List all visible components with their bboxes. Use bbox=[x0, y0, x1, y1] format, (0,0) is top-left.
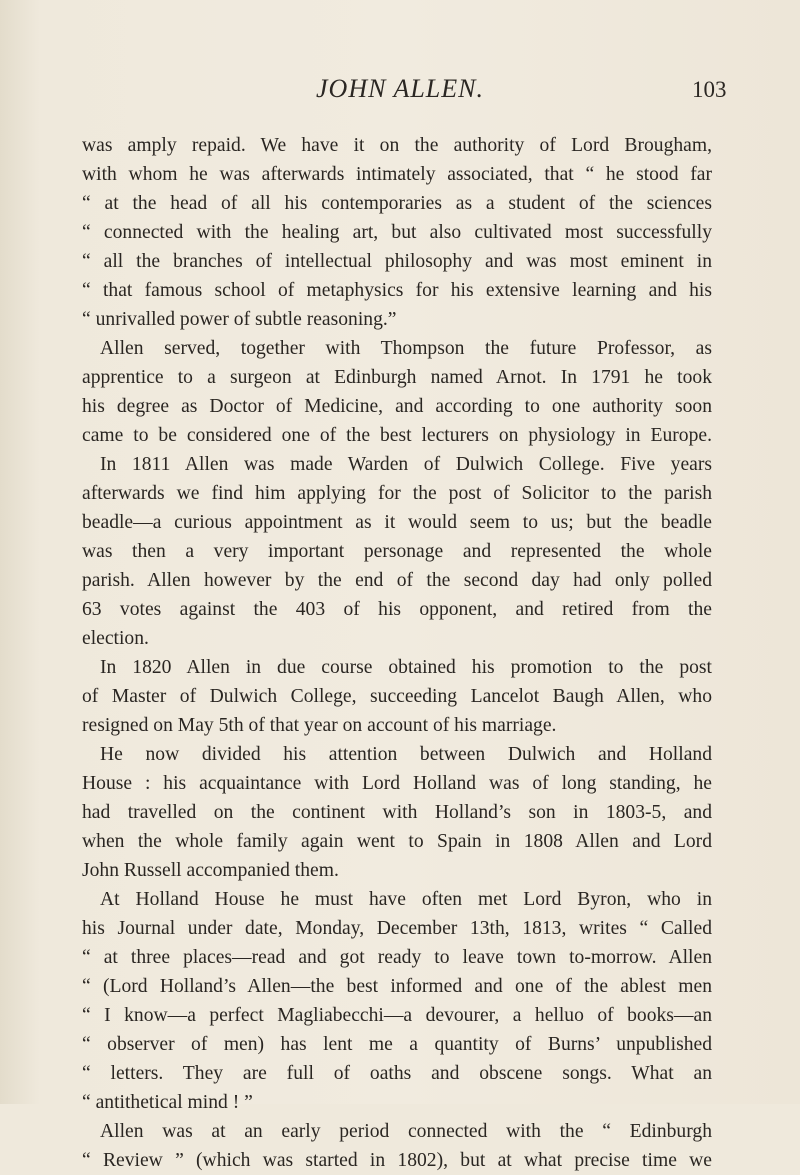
text-line: He now divided his attention between Dulwich and Holland bbox=[100, 744, 712, 765]
page-number: 103 bbox=[692, 77, 727, 102]
text-line: “ Review ” (which was started in 1802), but at what precise time we bbox=[82, 1150, 712, 1171]
text-line: “ I know—a perfect Magliabecchi—a devourer, a helluo of books—an bbox=[82, 1005, 712, 1026]
text-line: In 1811 Allen was made Warden of Dulwich College. Five years bbox=[100, 454, 712, 475]
text-line: of Master of Dulwich College, succeeding Lancelot Baugh Allen, who bbox=[82, 686, 712, 707]
text-line: “ unrivalled power of subtle reasoning.” bbox=[82, 309, 397, 330]
text-line: “ that famous school of metaphysics for his extensive learning and his bbox=[82, 280, 712, 301]
text-line: apprentice to a surgeon at Edinburgh named Arnot. In 1791 he took bbox=[82, 367, 712, 388]
text-line: Allen was at an early period connected with the “ Edinburgh bbox=[100, 1121, 712, 1142]
text-line: came to be considered one of the best lecturers on physiology in Europe. bbox=[82, 425, 712, 446]
text-line: “ antithetical mind ! ” bbox=[82, 1092, 253, 1113]
text-line: with whom he was afterwards intimately associated, that “ he stood far bbox=[82, 164, 712, 185]
text-line: Allen served, together with Thompson the future Professor, as bbox=[100, 338, 712, 359]
text-line: 63 votes against the 403 of his opponent, and retired from the bbox=[82, 599, 712, 620]
text-line: afterwards we find him applying for the post of Solicitor to the parish bbox=[82, 483, 712, 504]
text-line: parish. Allen however by the end of the second day had only polled bbox=[82, 570, 712, 591]
text-line: “ (Lord Holland’s Allen—the best informed and one of the ablest men bbox=[82, 976, 712, 997]
text-line: election. bbox=[82, 628, 149, 649]
text-line: resigned on May 5th of that year on account of his marriage. bbox=[82, 715, 557, 736]
text-line: At Holland House he must have often met Lord Byron, who in bbox=[100, 889, 712, 910]
text-line: “ letters. They are full of oaths and obscene songs. What an bbox=[82, 1063, 712, 1084]
text-line: was amply repaid. We have it on the authority of Lord Brougham, bbox=[82, 135, 712, 156]
text-line: “ at three places—read and got ready to leave town to-morrow. Allen bbox=[82, 947, 712, 968]
text-line: when the whole family again went to Spain in 1808 Allen and Lord bbox=[82, 831, 712, 852]
text-line: House : his acquaintance with Lord Holland was of long standing, he bbox=[82, 773, 712, 794]
text-line: had travelled on the continent with Holland’s son in 1803-5, and bbox=[82, 802, 712, 823]
text-line: John Russell accompanied them. bbox=[82, 860, 339, 881]
text-line: his Journal under date, Monday, December 13th, 1813, writes “ Called bbox=[82, 918, 712, 939]
text-line: “ at the head of all his contemporaries as a student of the sciences bbox=[82, 193, 712, 214]
text-line: “ all the branches of intellectual philosophy and was most eminent in bbox=[82, 251, 712, 272]
text-line: his degree as Doctor of Medicine, and according to one authority soon bbox=[82, 396, 712, 417]
text-line: In 1820 Allen in due course obtained his promotion to the post bbox=[100, 657, 712, 678]
text-line: “ connected with the healing art, but also cultivated most successfully bbox=[82, 222, 712, 243]
page-header bbox=[0, 74, 800, 114]
body-text bbox=[82, 131, 712, 1175]
text-line: “ observer of men) has lent me a quantity of Burns’ unpublished bbox=[82, 1034, 712, 1055]
text-line: beadle—a curious appointment as it would seem to us; but the beadle bbox=[82, 512, 712, 533]
text-line: was then a very important personage and represented the whole bbox=[82, 541, 712, 562]
running-title: JOHN ALLEN. bbox=[316, 74, 484, 103]
